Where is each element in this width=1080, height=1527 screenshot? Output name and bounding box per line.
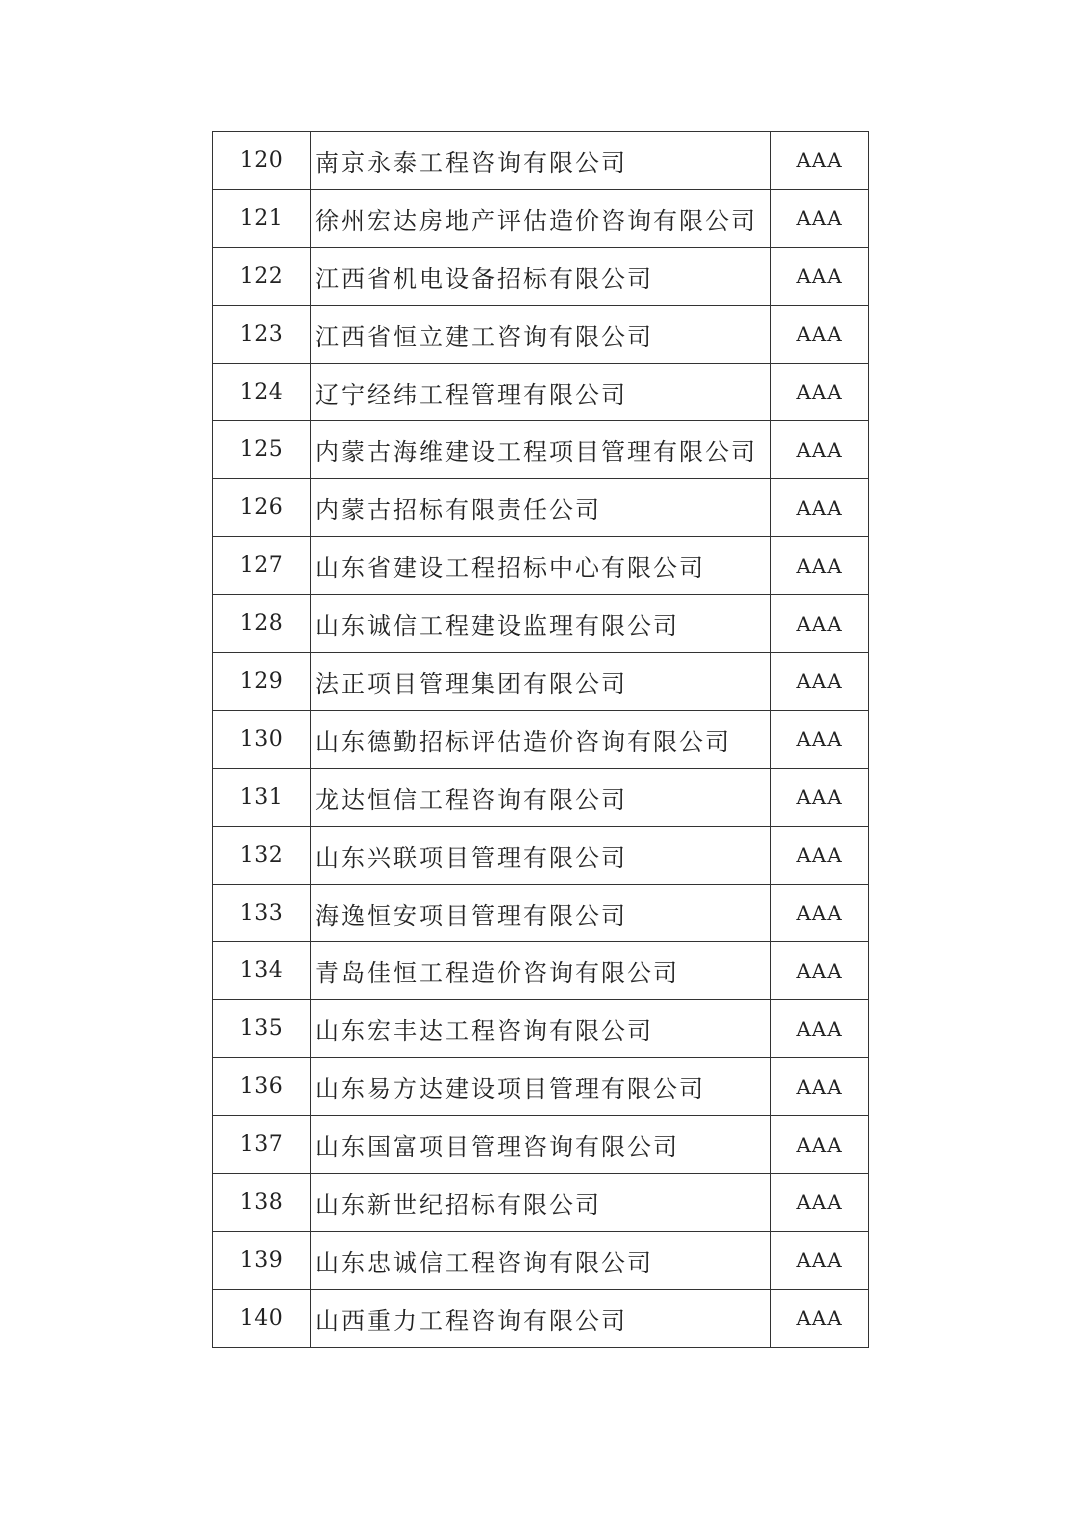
- table-row: [213, 1289, 869, 1347]
- table-row: [213, 1058, 869, 1116]
- row-number: 126: [213, 479, 311, 537]
- company-name: 江西省恒立建工咨询有限公司: [311, 305, 771, 363]
- company-name: 内蒙古海维建设工程项目管理有限公司: [311, 421, 771, 479]
- table-row: [213, 132, 869, 190]
- table-row: [213, 884, 869, 942]
- table-row: [213, 1174, 869, 1232]
- company-name: 江西省机电设备招标有限公司: [311, 247, 771, 305]
- company-name: 法正项目管理集团有限公司: [311, 653, 771, 711]
- row-number: 139: [213, 1231, 311, 1289]
- table-row: [213, 1000, 869, 1058]
- row-number: 123: [213, 305, 311, 363]
- company-name: 山东省建设工程招标中心有限公司: [311, 537, 771, 595]
- credit-grade: AAA: [771, 595, 869, 653]
- credit-grade: AAA: [771, 305, 869, 363]
- company-name: 山东忠诚信工程咨询有限公司: [311, 1231, 771, 1289]
- row-number: 121: [213, 189, 311, 247]
- company-name: 青岛佳恒工程造价咨询有限公司: [311, 942, 771, 1000]
- credit-grade: AAA: [771, 363, 869, 421]
- row-number: 124: [213, 363, 311, 421]
- row-number: 135: [213, 1000, 311, 1058]
- row-number: 129: [213, 653, 311, 711]
- credit-grade: AAA: [771, 1116, 869, 1174]
- credit-grade: AAA: [771, 1231, 869, 1289]
- row-number: 120: [213, 132, 311, 190]
- row-number: 130: [213, 710, 311, 768]
- company-name: 山东诚信工程建设监理有限公司: [311, 595, 771, 653]
- credit-grade: AAA: [771, 421, 869, 479]
- company-name: 龙达恒信工程咨询有限公司: [311, 768, 771, 826]
- credit-grade: AAA: [771, 884, 869, 942]
- company-name: 山东宏丰达工程咨询有限公司: [311, 1000, 771, 1058]
- table-row: [213, 768, 869, 826]
- company-name: 山东国富项目管理咨询有限公司: [311, 1116, 771, 1174]
- row-number: 127: [213, 537, 311, 595]
- table-row: [213, 189, 869, 247]
- credit-grade: AAA: [771, 132, 869, 190]
- credit-grade: AAA: [771, 189, 869, 247]
- company-name: 南京永泰工程咨询有限公司: [311, 132, 771, 190]
- table-row: [213, 363, 869, 421]
- table-row: [213, 479, 869, 537]
- row-number: 125: [213, 421, 311, 479]
- table-row: [213, 1116, 869, 1174]
- row-number: 136: [213, 1058, 311, 1116]
- credit-grade: AAA: [771, 826, 869, 884]
- credit-grade: AAA: [771, 247, 869, 305]
- table-row: [213, 247, 869, 305]
- credit-grade: AAA: [771, 479, 869, 537]
- rating-table: [212, 131, 869, 1348]
- credit-grade: AAA: [771, 1000, 869, 1058]
- company-name: 徐州宏达房地产评估造价咨询有限公司: [311, 189, 771, 247]
- table-row: [213, 710, 869, 768]
- row-number: 131: [213, 768, 311, 826]
- company-name: 山东易方达建设项目管理有限公司: [311, 1058, 771, 1116]
- credit-grade: AAA: [771, 1058, 869, 1116]
- company-name: 山东兴联项目管理有限公司: [311, 826, 771, 884]
- row-number: 133: [213, 884, 311, 942]
- credit-grade: AAA: [771, 768, 869, 826]
- table-row: [213, 595, 869, 653]
- credit-grade: AAA: [771, 942, 869, 1000]
- credit-grade: AAA: [771, 710, 869, 768]
- table-row: [213, 826, 869, 884]
- document-page: [212, 131, 868, 1348]
- table-row: [213, 653, 869, 711]
- row-number: 138: [213, 1174, 311, 1232]
- table-row: [213, 421, 869, 479]
- credit-grade: AAA: [771, 653, 869, 711]
- company-name: 辽宁经纬工程管理有限公司: [311, 363, 771, 421]
- company-name: 山东德勤招标评估造价咨询有限公司: [311, 710, 771, 768]
- table-row: [213, 305, 869, 363]
- rating-table-body: [213, 132, 869, 1348]
- company-name: 海逸恒安项目管理有限公司: [311, 884, 771, 942]
- company-name: 内蒙古招标有限责任公司: [311, 479, 771, 537]
- row-number: 122: [213, 247, 311, 305]
- row-number: 128: [213, 595, 311, 653]
- company-name: 山西重力工程咨询有限公司: [311, 1289, 771, 1347]
- credit-grade: AAA: [771, 537, 869, 595]
- row-number: 140: [213, 1289, 311, 1347]
- table-row: [213, 537, 869, 595]
- row-number: 134: [213, 942, 311, 1000]
- table-row: [213, 1231, 869, 1289]
- company-name: 山东新世纪招标有限公司: [311, 1174, 771, 1232]
- table-row: [213, 942, 869, 1000]
- credit-grade: AAA: [771, 1289, 869, 1347]
- row-number: 132: [213, 826, 311, 884]
- credit-grade: AAA: [771, 1174, 869, 1232]
- row-number: 137: [213, 1116, 311, 1174]
